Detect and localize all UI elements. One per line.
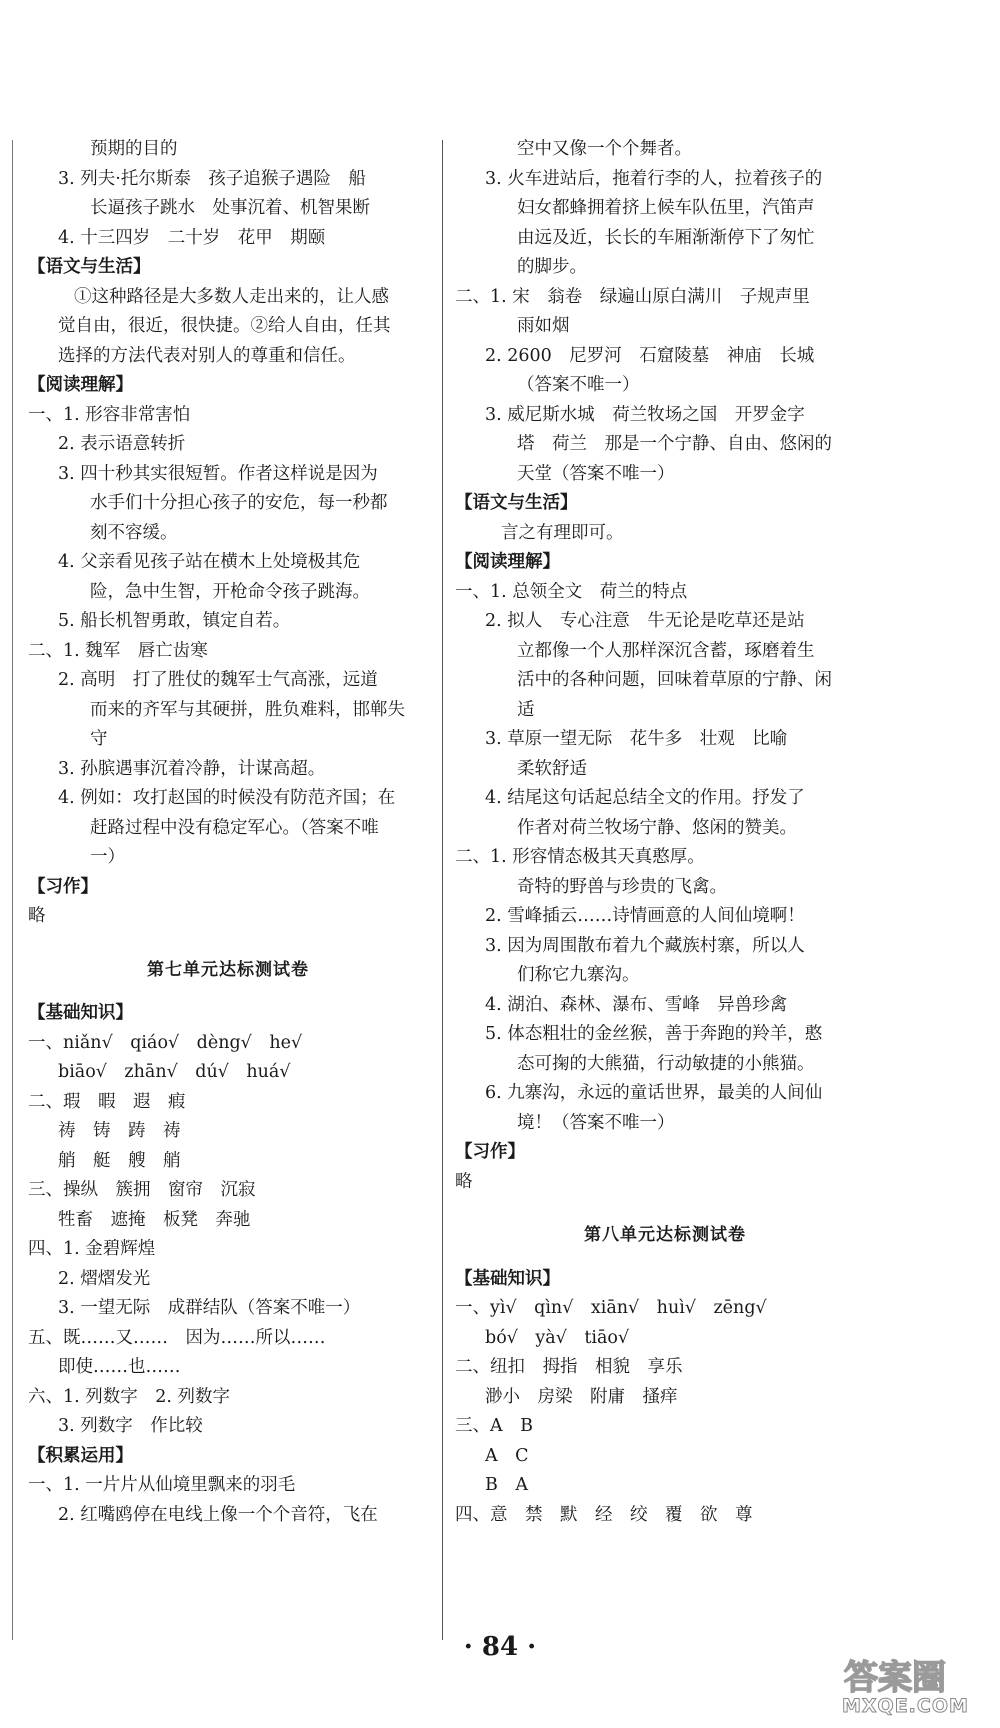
answer-line: 塔 荷兰 那是一个宁静、自由、悠闲的	[517, 434, 832, 454]
section-heading: 【语文与生活】	[28, 257, 151, 277]
answer-line: 守	[90, 729, 108, 749]
answer-line: 二、纽扣 拇指 相貌 享乐	[455, 1357, 683, 1377]
answer-line: 5. 船长机智勇敢，镇定自若。	[58, 611, 291, 631]
section-heading: 【基础知识】	[28, 1003, 133, 1023]
answer-line: 刻不容缓。	[90, 522, 178, 543]
watermark-url: MXQE.COM	[842, 1695, 969, 1717]
answer-line: 一、1. 一片片从仙境里飘来的羽毛	[28, 1475, 296, 1495]
spacer	[455, 1197, 875, 1221]
answer-line: 选择的方法代表对别人的尊重和信任。	[58, 345, 356, 366]
answer-line: 而来的齐军与其硬拼，胜负难料，邯郸失	[90, 699, 405, 720]
answer-line: 一、yì√ qìn√ xiān√ huì√ zēng√	[455, 1298, 767, 1318]
answer-line: 2. 红嘴鸥停在电线上像一个个音符，飞在	[58, 1504, 378, 1525]
answer-line: 4. 父亲看见孩子站在横木上处境极其危	[58, 552, 361, 572]
section-heading: 【习作】	[28, 876, 98, 897]
page-number: · 84 ·	[463, 1632, 537, 1662]
unit-test-title: 第八单元达标测试卷	[584, 1225, 746, 1245]
answer-line: 二、1. 魏军 唇亡齿寒	[28, 640, 208, 661]
answer-line: 奇特的野兽与珍贵的飞禽。	[517, 876, 727, 897]
answer-line: 略	[455, 1171, 473, 1192]
answer-line: 4. 湖泊、森林、瀑布、雪峰 异兽珍禽	[485, 994, 788, 1015]
answer-line: 水手们十分担心孩子的安危，每一秒都	[90, 493, 388, 513]
answer-line: 赶路过程中没有稳定军心。（答案不唯	[90, 817, 379, 838]
answer-line: 态可掬的大熊猫，行动敏捷的小熊猫。	[517, 1053, 815, 1074]
answer-line: ①这种路径是大多数人走出来的，让人感	[74, 286, 389, 307]
answer-line: 3. 一望无际 成群结队（答案不唯一）	[58, 1298, 361, 1318]
answer-line: 2. 熠熠发光	[58, 1268, 151, 1289]
answer-line: 一）	[90, 847, 125, 867]
answer-line: 三、操纵 簇拥 窗帘 沉寂	[28, 1180, 256, 1200]
answer-line: 2. 表示语意转折	[58, 434, 186, 454]
answer-line: 觉自由，很近，很快捷。②给人自由，任其	[58, 316, 391, 336]
answer-line: 言之有理即可。	[501, 522, 624, 543]
answer-line: 空中又像一个个舞者。	[517, 139, 692, 159]
answer-line: 长逼孩子跳水 处事沉着、机智果断	[90, 198, 370, 218]
answer-line: 祷 铸 踌 祷	[58, 1121, 181, 1141]
answer-line: 六、1. 列数字 2. 列数字	[28, 1386, 231, 1407]
right-column	[455, 135, 875, 1530]
answer-line: 2. 雪峰插云……诗情画意的人间仙境啊！	[485, 906, 805, 926]
answer-line: （答案不唯一）	[517, 375, 640, 395]
section-heading: 【语文与生活】	[455, 493, 578, 513]
answer-line: 渺小 房梁 附庸 搔痒	[485, 1386, 678, 1407]
answer-line: 二、1. 宋 翁卷 绿遍山原白满川 子规声里	[455, 286, 810, 307]
answer-line: 3. 草原一望无际 花牛多 壮观 比喻	[485, 729, 788, 749]
answer-line: 预期的目的	[90, 139, 178, 159]
answer-line: 3. 孙膑遇事沉着冷静，计谋高超。	[58, 758, 326, 779]
unit-test-title: 第七单元达标测试卷	[147, 959, 309, 980]
section-heading: 【基础知识】	[455, 1268, 560, 1289]
left-margin-rule	[12, 140, 13, 1640]
answer-line: 四、意 禁 默 经 绞 覆 欲 尊	[455, 1504, 753, 1525]
answer-line: 三、A B	[455, 1416, 533, 1436]
answer-line: 立都像一个人那样深沉含蓄，琢磨着生	[517, 640, 815, 661]
answer-line: A C	[485, 1445, 529, 1466]
answer-line: 五、既……又…… 因为……所以……	[28, 1327, 326, 1348]
section-heading: 【阅读理解】	[28, 375, 133, 395]
answer-line: 2. 拟人 专心注意 牛无论是吃草还是站	[485, 611, 805, 631]
answer-line: 4. 例如：攻打赵国的时候没有防范齐国；在	[58, 788, 396, 808]
answer-line: 作者对荷兰牧场宁静、悠闲的赞美。	[517, 817, 797, 838]
answer-line: 二、瑕 暇 遐 瘕	[28, 1091, 186, 1112]
answer-line: 们称它九寨沟。	[517, 965, 640, 985]
left-column	[28, 135, 428, 1530]
answer-line: 活中的各种问题，回味着草原的宁静、闲	[517, 670, 832, 690]
answer-line: 3. 列数字 作比较	[58, 1416, 203, 1436]
answer-line: bó√ yà√ tiāo√	[485, 1327, 630, 1348]
answer-line: 4. 结尾这句话起总结全文的作用。抒发了	[485, 788, 805, 808]
answer-line: 艄 艇 艘 艄	[58, 1150, 181, 1171]
answer-line: 一、1. 总领全文 荷兰的特点	[455, 581, 688, 602]
answer-line: 境！（答案不唯一）	[517, 1112, 675, 1133]
answer-line: B A	[485, 1475, 528, 1495]
spacer	[28, 932, 428, 956]
answer-line: 3. 四十秒其实很短暂。作者这样说是因为	[58, 463, 378, 484]
answer-line: 一、1. 形容非常害怕	[28, 404, 191, 425]
answer-line: 天堂（答案不唯一）	[517, 463, 675, 484]
answer-line: 牲畜 遮掩 板凳 奔驰	[58, 1209, 251, 1230]
answer-line: 一、niǎn√ qiáo√ dèng√ he√	[28, 1032, 303, 1053]
watermark-logo: 答案圈	[844, 1658, 946, 1698]
answer-line: 略	[28, 906, 46, 926]
answer-line: 险，急中生智，开枪命令孩子跳海。	[90, 581, 370, 602]
answer-line: 妇女都蜂拥着挤上候车队伍里，汽笛声	[517, 198, 815, 218]
answer-line: 的脚步。	[517, 257, 587, 277]
answer-line: 2. 高明 打了胜仗的魏军士气高涨，远道	[58, 670, 378, 690]
answer-line: 5. 体态粗壮的金丝猴，善于奔跑的羚羊，憨	[485, 1024, 823, 1044]
answer-line: 雨如烟	[517, 316, 570, 336]
answer-line: biāo√ zhān√ dú√ huá√	[58, 1062, 291, 1082]
answer-line: 由远及近，长长的车厢渐渐停下了匆忙	[517, 227, 815, 248]
section-heading: 【阅读理解】	[455, 552, 560, 572]
section-heading: 【积累运用】	[28, 1445, 133, 1466]
answer-line: 4. 十三四岁 二十岁 花甲 期颐	[58, 227, 326, 248]
column-divider	[442, 140, 443, 1640]
answer-line: 6. 九寨沟，永远的童话世界，最美的人间仙	[485, 1083, 823, 1103]
answer-line: 2. 2600 尼罗河 石窟陵墓 神庙 长城	[485, 345, 815, 366]
answer-line: 二、1. 形容情态极其天真憨厚。	[455, 847, 705, 867]
spacer	[455, 1251, 875, 1265]
spacer	[28, 985, 428, 999]
answer-line: 3. 因为周围散布着九个藏族村寨，所以人	[485, 935, 805, 956]
answer-line: 适	[517, 699, 535, 720]
section-heading: 【习作】	[455, 1142, 525, 1162]
answer-line: 3. 威尼斯水城 荷兰牧场之国 开罗金字	[485, 404, 805, 425]
answer-line: 3. 火车进站后，拖着行李的人，拉着孩子的	[485, 168, 823, 189]
answer-line: 即使……也……	[58, 1357, 181, 1377]
answer-line: 四、1. 金碧辉煌	[28, 1239, 156, 1259]
answer-line: 3. 列夫·托尔斯泰 孩子追猴子遇险 船	[58, 168, 366, 189]
answer-line: 柔软舒适	[517, 758, 587, 779]
